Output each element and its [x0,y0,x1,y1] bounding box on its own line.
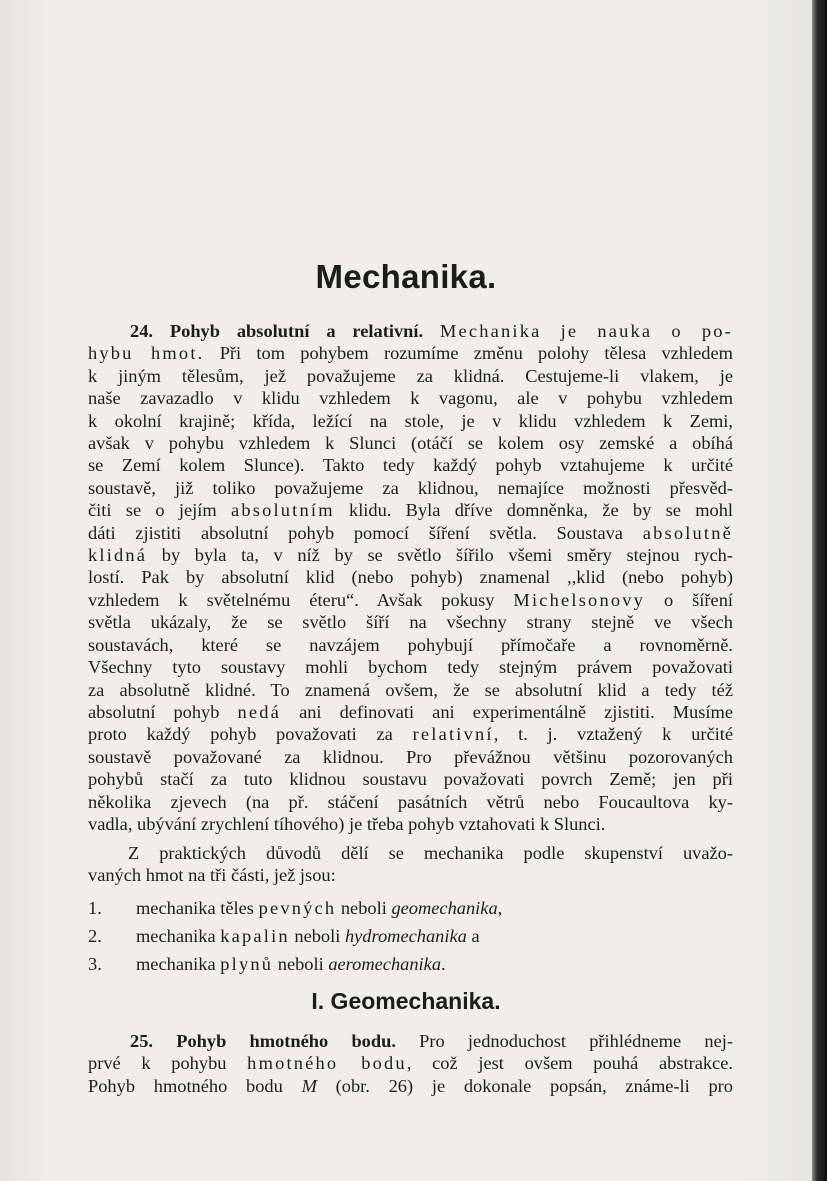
text-run: soustavě, již toliko považujeme za klidnou, nemajíce možnosti přesvěd- [88,477,733,498]
spaced-emphasis: Mechanika je nauka o po- [440,321,733,341]
text-run: ani definovati ani experimentálně zjistiti. Musíme [281,701,733,722]
text-line [88,701,733,723]
list-item [88,894,733,922]
text-run: klidu. Byla dříve domněnka, že by se mohl [334,500,733,521]
text-run: neboli [336,898,392,918]
text-run: soustavě považované za klidnou. Pro převážnou většinu pozorovaných [88,746,733,767]
text-run: Pohyb hmotného bodu [88,1075,302,1096]
text-run: by byla ta, v níž by se světlo šířilo všemi směry stejnou rych- [147,545,733,566]
spaced-emphasis: absolutním [230,500,335,521]
text-run: a [466,926,480,946]
text-run: mechanika [136,954,221,974]
text-run: absolutní pohyb [88,701,238,722]
text-line [88,723,733,745]
text-line [88,589,733,611]
italic-term: geomechanika [391,898,498,918]
text-line [88,791,733,813]
text-run: dáti zjistiti absolutní pohyb pomocí šíření světla. Soustava [88,522,643,543]
text-line [88,768,733,790]
text-line: Z praktických důvodů dělí se mechanika podle skupenství uvažo- [128,843,733,863]
section-title: I. Geomechanika. [311,988,501,1014]
italic-term: aeromechanika [328,954,442,974]
text-run: proto každý pohyb považovati za [88,724,413,745]
section-heading: 24. Pohyb absolutní a relativní. [130,321,424,341]
text-line [88,566,733,588]
list-item [88,950,733,978]
spaced-emphasis: hybu hmot. [88,343,205,364]
page-edge-shadow [812,0,827,1181]
text-line [88,1030,733,1052]
text-run: k okolní krajině; křída, ležící na stole, je v klidu vzhledem k Zemi, [88,410,733,431]
text-line [88,342,733,364]
parts-list [88,894,733,978]
text-run: Při tom pohybem rozumíme změnu polohy tělesa vzhledem [204,343,733,364]
spaced-emphasis: plynů [220,954,274,974]
text-run: vadla, ubývání zrychlení tíhového) je třeba pohyb vztahovati k Slunci. [88,813,606,834]
list-number: 1. [88,898,102,918]
text-run: čiti se o jejím [88,500,231,521]
text-line [88,634,733,656]
text-line [88,656,733,678]
list-number: 2. [88,926,102,946]
text-run: světla ukázaly, že se světlo šíří na všechny strany stejně ve všech [88,612,733,633]
list-item [88,922,733,950]
spaced-emphasis: klidná [88,545,148,566]
italic-term: hydromechanika [344,926,467,946]
spaced-emphasis: relativní [412,724,494,745]
text-line [88,611,733,633]
text-run: Pro jednoduchost přihlédneme nej- [419,1031,733,1051]
text-run: , což jest ovšem pouhá abstrakce. [406,1053,733,1074]
text-run: o šíření [645,589,733,610]
text-run: neboli [273,954,329,974]
text-run: mechanika těles [136,898,259,918]
spaced-emphasis: nedá [237,701,282,722]
text-run: několika zjevech (na př. stáčení pasátních větrů nebo Foucaultova ky- [88,791,733,812]
text-line [88,813,733,835]
text-run: vzhledem k světelnému éteru“. Avšak pokusy [88,589,514,610]
text-line [88,679,733,701]
text-line [88,454,733,476]
text-line [88,522,733,544]
page-title: Mechanika. [315,258,497,295]
text-run: se Zemí kolem Slunce). Takto tedy každý pohyb vztahujeme k určité [88,455,733,476]
text-run: mechanika [136,926,221,946]
text-run: (obr. 26) je dokonale popsán, známe-li pro [316,1075,734,1096]
text-run: pohybů stačí za tuto klidnou soustavu považovati povrch Země; jen při [88,769,733,790]
text-line [88,1075,733,1097]
text-line [88,477,733,499]
text-line [88,365,733,387]
list-number: 3. [88,954,102,974]
spaced-emphasis: pevných [258,898,337,918]
text-line [88,544,733,566]
text-line [88,320,733,342]
text-line [88,746,733,768]
spaced-emphasis: hmotného bodu [247,1053,407,1074]
spaced-emphasis: kapalin [220,926,290,946]
spaced-emphasis: Michelsonovy [513,589,646,610]
text-run: naše zavazadlo v klidu vzhledem k vagonu, ale v pohybu vzhledem [88,388,733,409]
text-run: , t. j. vztažený k určité [493,724,733,745]
text-run: , [497,898,503,918]
text-line [88,387,733,409]
section-heading: 25. Pohyb hmotného bodu. [130,1031,396,1051]
text-run: prvé k pohybu [88,1053,248,1074]
text-run: soustavách, které se navzájem pohybují přímočaře a rovnoměrně. [88,634,733,655]
text-run: neboli [289,926,345,946]
spaced-emphasis: absolutně [642,522,733,543]
text-line [88,499,733,521]
text-run: . [441,954,446,974]
text-run: avšak v pohybu vzhledem k Slunci (otáčí se kolem osy zemské a obíhá [88,433,733,454]
italic-text: M [301,1075,317,1096]
section-25-paragraph [88,1030,733,1097]
text-run: lostí. Pak by absolutní klid (nebo pohyb) znamenal ,,klid (nebo pohyb) [88,567,733,588]
text-line: vaných hmot na tři části, jež jsou: [88,865,336,886]
text-line [88,432,733,454]
text-run: Všechny tyto soustavy mohli bychom tedy stejným právem považovati [88,657,733,678]
text-line [88,1052,733,1074]
intro-paragraph [88,842,733,887]
text-run: k jiným tělesům, jež považujeme za klidná. Cestujeme-li vlakem, je [88,365,733,386]
section-24-paragraph [88,320,733,835]
text-run: za absolutně klidné. To znamená ovšem, že se absolutní klid a tedy též [88,679,733,700]
text-line [88,410,733,432]
